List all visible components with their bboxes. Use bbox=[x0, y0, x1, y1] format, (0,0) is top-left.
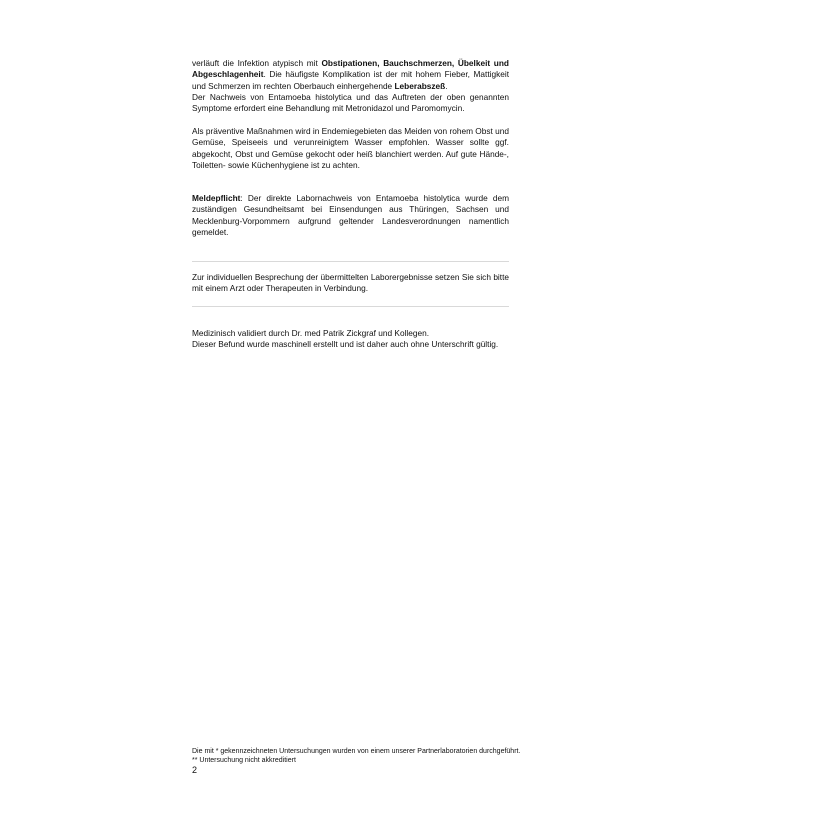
prevention-section bbox=[192, 126, 509, 171]
divider-top bbox=[192, 261, 509, 262]
page-number: 2 bbox=[192, 765, 198, 775]
validation-line: Medizinisch validiert durch Dr. med Patrik Zickgraf und Kollegen. bbox=[192, 328, 430, 338]
abscess-bold: Leberabszeß bbox=[394, 80, 446, 91]
intro-section bbox=[192, 58, 509, 114]
reporting-section bbox=[192, 193, 509, 238]
accreditation-note: ** Untersuchung nicht akkreditiert bbox=[192, 757, 296, 764]
reporting-paragraph bbox=[192, 193, 509, 238]
signature-note: Dieser Befund wurde maschinell erstellt und ist daher auch ohne Unterschrift gültig. bbox=[192, 339, 499, 350]
footer-notes bbox=[192, 747, 612, 765]
reporting-text: : Der direkte Labornachweis von Entamoeba histolytica wurde dem zuständigen Gesundheitsamt bei Einsendungen aus Thüringen, Sachsen und Mecklenburg-Vorpommern aufgrund geltender Landesverordnungen namentlich gemeldet. bbox=[192, 193, 509, 237]
treatment-paragraph: Der Nachweis von Entamoeba histolytica und das Auftreten der oben genannten Symptome erfordert eine Behandlung mit Metronidazol und Paromomycin. bbox=[192, 91, 509, 114]
divider-bottom bbox=[192, 306, 509, 307]
reporting-label: Meldepflicht bbox=[192, 193, 241, 203]
prevention-paragraph: Als präventive Maßnahmen wird in Endemiegebieten das Meiden von rohem Obst und Gemüse, Speiseeis und verunreinigtem Wasser empfohlen. Wasser sollte ggf. abgekocht, Obst und Gemüse gekocht oder heiß blanchiert werden. Auf gute Hände-, Toiletten- sowie Küchenhygiene ist zu achten. bbox=[192, 126, 509, 170]
partner-lab-note: Die mit * gekennzeichneten Untersuchungen wurden von einem unserer Partnerlaboratorien durchgeführt. bbox=[192, 748, 521, 755]
validation-section bbox=[192, 328, 522, 351]
symptoms-bold: Obstipationen, Bauchschmerzen, Übelkeit und Abgeschlagenheit bbox=[192, 58, 510, 80]
consultation-paragraph: Zur individuellen Besprechung der übermittelten Laborergebnisse setzen Sie sich bitte mit einem Arzt oder Therapeuten in Verbindung. bbox=[192, 272, 509, 294]
consultation-section bbox=[192, 272, 509, 295]
intro-text-1: verläuft die Infektion atypisch mit bbox=[192, 58, 322, 68]
intro-text-3: . bbox=[445, 80, 448, 91]
infection-paragraph bbox=[192, 58, 509, 92]
intro-text-2: . Die häufigste Komplikation ist der mit hohem Fieber, Mattigkeit und Schmerzen im rechten Oberbauch einhergehende bbox=[192, 69, 509, 91]
